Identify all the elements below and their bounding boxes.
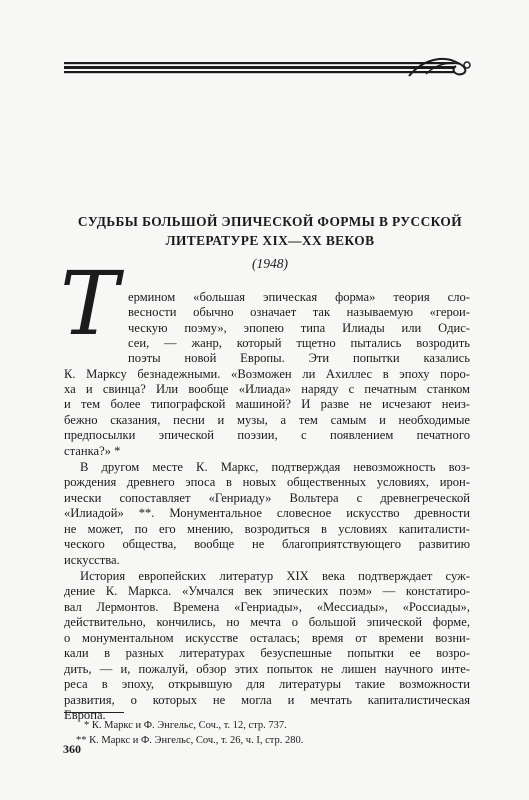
body-line: сеи, — жанр, который тщетно пытались возродить	[128, 336, 470, 350]
body-line: ческую поэму», эпопею типа Илиады или Одис-	[128, 321, 470, 335]
body-line: рождения древнего эпоса в новых общественных условиях, ирон-	[64, 475, 470, 489]
article-year: (1948)	[252, 256, 288, 271]
footnote-1: * К. Маркс и Ф. Энгельс, Соч., т. 12, стр. 737.	[84, 720, 287, 731]
body-line: действительно, кончились, но мечта о большой эпической форме,	[64, 615, 470, 629]
body-line: дить, — и, пожалуй, обзор этих попыток не лишен научного инте-	[64, 662, 470, 676]
body-line: и тем более типографской машиной? И разве не исчезают неиз-	[64, 397, 470, 411]
body-line: не может, по его мнению, возродиться в условиях капиталисти-	[64, 522, 470, 536]
title-line-2: ЛИТЕРАТУРЕ XIX—XX ВЕКОВ	[165, 233, 375, 248]
body-line: К. Марксу безнадежными. «Возможен ли Ахиллес в эпоху поро-	[64, 367, 470, 381]
body-line: ически сопоставляет «Генриаду» Вольтера с древнегреческой	[64, 491, 470, 505]
page-number: 360	[63, 742, 81, 756]
body-line: дение К. Маркса. «Умчался век эпических поэм» — констатиро-	[64, 584, 470, 598]
header-ornament	[64, 56, 474, 80]
body-line: о монументальном искусстве осталась; время от времени возни-	[64, 631, 470, 645]
body-line: весности обычно означает так называемую «герои-	[128, 305, 470, 319]
footnote-divider	[64, 712, 124, 713]
drop-cap	[60, 252, 130, 355]
body-line: предпосылки эпической поэзии, с появлением печатного	[64, 428, 470, 442]
body-line: ха и свинца? Или вообще «Илиада» наряду с печатным станком	[64, 382, 470, 396]
body-line: станка?» *	[64, 444, 121, 458]
body-line: Европа.	[64, 708, 106, 722]
body-line: искусства.	[64, 553, 120, 567]
drop-cap-letter: Т	[60, 252, 119, 355]
title-line-1: СУДЬБЫ БОЛЬШОЙ ЭПИЧЕСКОЙ ФОРМЫ В РУССКОЙ	[77, 214, 463, 229]
body-line: поэты новой Европы. Эти попытки казались	[128, 351, 470, 365]
body-line: В другом месте К. Маркс, подтверждая невозможность воз-	[80, 460, 470, 474]
footnote-2: ** К. Маркс и Ф. Энгельс, Соч., т. 26, ч. I, стр. 280.	[76, 735, 304, 746]
article-title	[60, 212, 480, 250]
body-line: реса в эпоху, открывшую для литературы такие возможности	[64, 677, 470, 691]
body-line: вал Лермонтов. Времена «Генриады», «Мессиады», «Россиады»,	[64, 600, 470, 614]
body-line: «Илиадой» **. Монументальное словесное искусство древности	[64, 506, 470, 520]
body-line: ермином «большая эпическая форма» теория сло-	[128, 290, 470, 304]
body-line: бежно сказания, песни и музы, а тем самым и необходимые	[64, 413, 470, 427]
body-line: История европейских литератур XIX века подтверждает суж-	[80, 569, 470, 583]
body-line: развития, о которых не могла и мечтать капиталистическая	[64, 693, 470, 707]
body-line: кали в разных литературах безуспешные попытки ее возро-	[64, 646, 470, 660]
body-line: ческого общества, вообще не благоприятствующего развитию	[64, 537, 470, 551]
